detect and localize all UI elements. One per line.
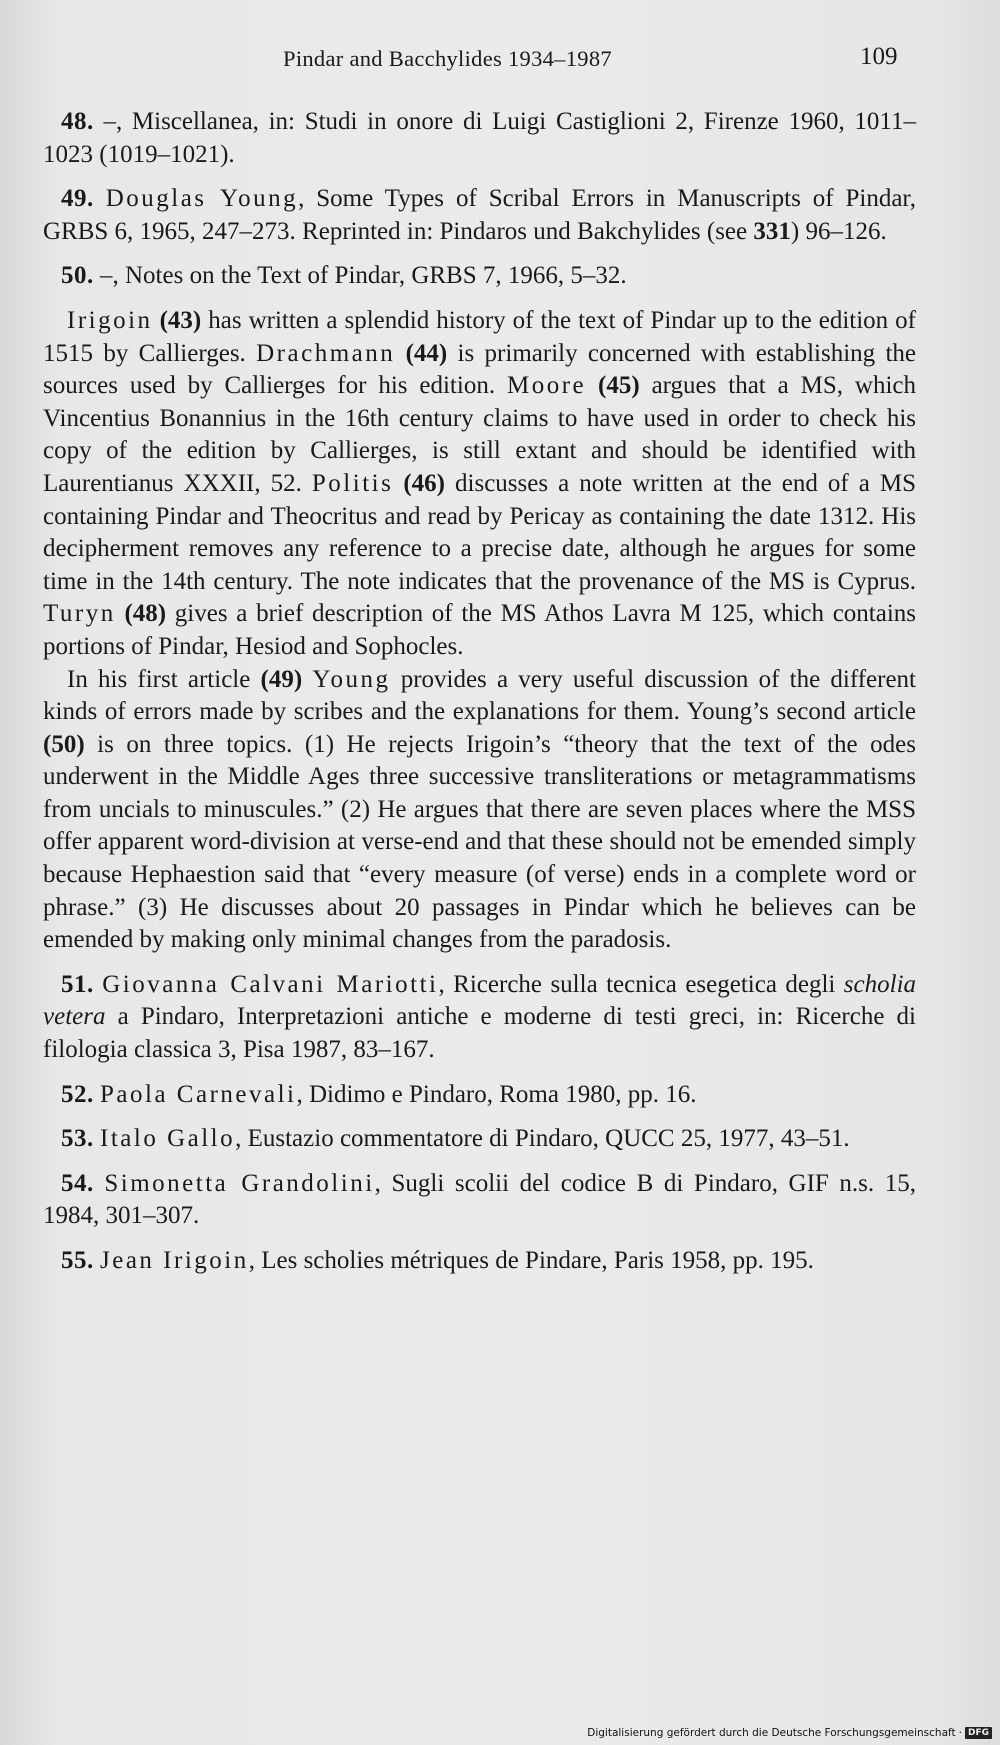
paragraph-text: discusses a note written at the end of a MS containing Pindar and Theocritus and read by Pericay as containing the date 1312. His decipherment removes any reference to a precise date, although he argues for some time in the 14th century. The note indicates that the provenance of the MS is Cyprus. [43, 469, 917, 595]
entry-author: Jean Irigoin [100, 1247, 249, 1274]
entry-text: , Sugli scolii del codice B di Pindaro, GIF n.s. 15, 1984, 301–307. [43, 1169, 917, 1230]
entry-italic-title: scholia vetera [43, 970, 917, 1031]
page-number: 109 [860, 43, 898, 70]
discussion-paragraph-2 [43, 664, 916, 957]
cross-reference: 331 [753, 217, 791, 245]
discussion-paragraph-1 [43, 305, 916, 664]
entry-text: ) 96–126. [790, 217, 887, 245]
paragraph-text: gives a brief description of the MS Athos Lavra M 125, which contains portions of Pindar, Hesiod and Sophocles. [43, 600, 917, 660]
entry-text: , Les scholies métriques de Pindare, Paris 1958, pp. 195. [248, 1247, 814, 1274]
entry-text: , Didimo e Pindaro, Roma 1980, pp. 16. [296, 1080, 697, 1108]
author-name: Politis [311, 469, 394, 497]
digitization-footer [587, 1727, 992, 1739]
author-name: Irigoin [67, 306, 153, 334]
entry-text: –, Notes on the Text of Pindar, GRBS 7, 1966, 5–32. [93, 262, 627, 290]
cross-reference: (46) [403, 469, 446, 497]
paragraph-text: argues that a MS, which Vincentius Bonannius in the 16th century claims to have used in order to check his copy of the edition by Callierges, is still extant and should be identified with Laurentianus XXXII, 52. [43, 372, 917, 497]
bibliography-entry-49 [43, 183, 916, 248]
bibliography-entry-55 [43, 1245, 916, 1278]
entry-text: , Some Types of Scribal Errors in Manuscripts of Pindar, GRBS 6, 1965, 247–273. Reprinted in: Pindaros und Bakchylides (see [43, 185, 917, 245]
author-name: Turyn [43, 600, 116, 628]
entry-number: 51. [61, 970, 94, 998]
cross-reference: (44) [405, 339, 448, 367]
entry-author: Simonetta Grandolini [104, 1169, 375, 1197]
text-block [43, 106, 916, 1290]
entry-number: 48. [61, 108, 94, 135]
bibliography-entry-48 [43, 106, 916, 171]
entry-author: Giovanna Calvani Mariotti [102, 970, 439, 998]
entry-number: 52. [61, 1080, 94, 1108]
entry-author: Italo Gallo [100, 1125, 236, 1153]
cross-reference: (49) [260, 665, 303, 693]
entry-number: 53. [61, 1125, 94, 1153]
page-header [0, 43, 1000, 80]
paragraph-text: provides a very useful discussion of the different kinds of errors made by scribes and the explanations for them. Young’s second article [43, 665, 916, 726]
bibliography-entry-52 [43, 1079, 916, 1112]
footer-credit: Digitalisierung gefördert durch die Deutsche Forschungsgemeinschaft [587, 1727, 956, 1739]
paragraph-text: is on three topics. (1) He rejects Irigoin’s “theory that the text of the odes underwent in the Middle Ages three successive transliterations or metagrammatisms from uncials to minuscules.” (2) He argues that there are seven places where the MSS offer apparent word-division at verse-end and that these should not be emended simply because Hephaestion said that “every measure (of verse) ends in a complete word or phrase.” (3) He discusses about 20 passages in Pindar which he believes can be emended by making only minimal changes from the paradosis. [43, 730, 916, 954]
paragraph-text: is primarily concerned with establishing the sources used by Callierges for his edition. [43, 339, 917, 400]
entry-text: a Pindaro, Interpretazioni antiche e moderne di testi greci, in: Ricerche di filologia classica 3, Pisa 1987, 83–167. [43, 1003, 916, 1064]
cross-reference: (48) [124, 600, 167, 628]
running-title: Pindar and Bacchylides 1934–1987 [283, 46, 612, 71]
author-name: Moore [506, 372, 587, 400]
author-name: Drachmann [256, 339, 396, 367]
bibliography-entry-53 [43, 1123, 916, 1156]
cross-reference: (45) [598, 372, 640, 400]
entry-text: –, Miscellanea, in: Studi in onore di Luigi Castiglioni 2, Firenze 1960, 1011–1023 (1019–1021). [43, 108, 916, 168]
author-name: Young [312, 665, 391, 693]
bibliography-entry-51 [43, 969, 916, 1067]
paragraph-text: In his first article [67, 665, 261, 693]
bibliography-entry-54 [43, 1168, 916, 1233]
entry-number: 49. [61, 185, 94, 213]
entry-text: , Eustazio commentatore di Pindaro, QUCC 25, 1977, 43–51. [235, 1125, 850, 1153]
entry-author: Paola Carnevali [100, 1080, 297, 1108]
cross-reference: (50) [43, 730, 85, 758]
dfg-logo-icon: DFG [965, 1727, 992, 1739]
footer-separator: · [958, 1727, 962, 1739]
cross-reference: (43) [159, 306, 202, 334]
bibliography-entry-50 [43, 260, 916, 293]
entry-number: 55. [61, 1247, 94, 1274]
paragraph-text: has written a splendid history of the text of Pindar up to the edition of 1515 by Callierges. [43, 306, 916, 367]
entry-author: Douglas Young [105, 185, 299, 213]
entry-number: 54. [61, 1169, 94, 1197]
entry-text: , Ricerche sulla tecnica esegetica degli [438, 970, 844, 998]
entry-number: 50. [61, 262, 94, 290]
